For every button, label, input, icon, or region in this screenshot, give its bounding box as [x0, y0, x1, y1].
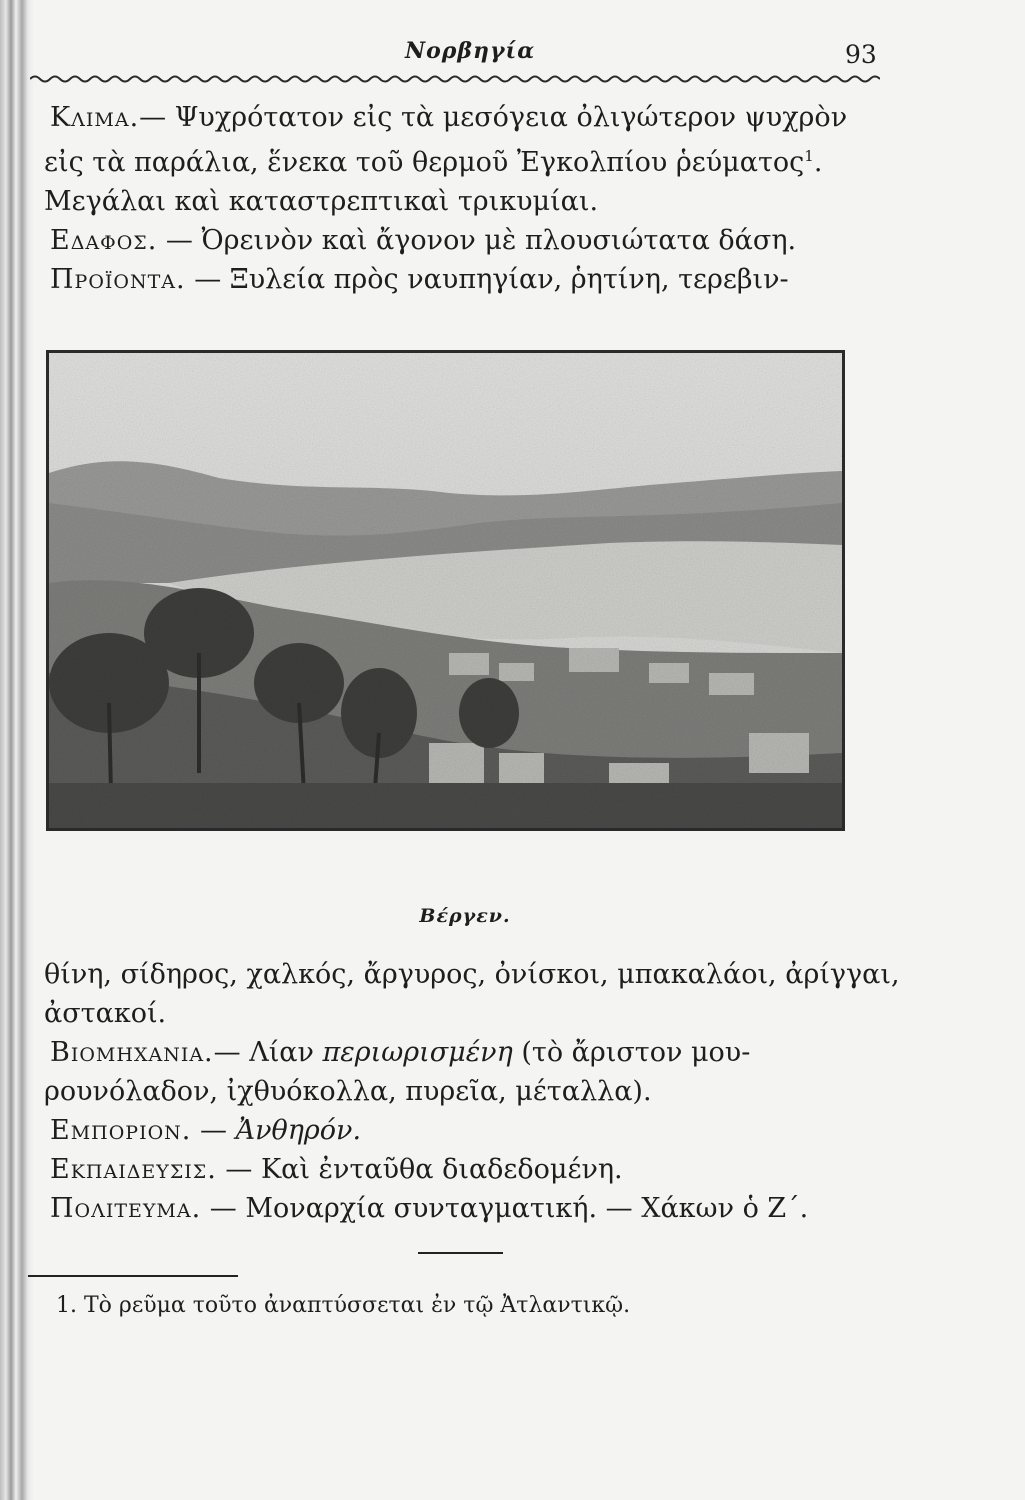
klima-text-final: Μεγάλαι καὶ καταστρεπτικαὶ τρικυμίαι. [44, 186, 599, 217]
footnote: 1. Τὸ ρεῦμα τοῦτο ἀναπτύσσεται ἐν τῷ Ἀτλαντικῷ. [56, 1293, 631, 1318]
section-label-ekpaidefsis: Εκπαιδευσις. [50, 1154, 217, 1185]
ekpaidefsis-text: — Καὶ ἐνταῦθα διαδεδομένη. [225, 1154, 623, 1185]
running-title: Νορβηγία [405, 38, 536, 64]
viomichania-text-cont: ρουνόλαδον, ἰχθυόκολλα, πυρεῖα, μέταλλα). [44, 1076, 652, 1107]
section-end-rule [418, 1252, 503, 1254]
products-text-end: ἀστακοί. [44, 998, 167, 1029]
text-line [50, 1033, 890, 1072]
bottom-text-block [44, 955, 900, 1228]
text-line [50, 98, 890, 137]
viomichania-text-b: (τὸ ἄριστον μου- [512, 1037, 751, 1068]
section-label-politevma: Πολιτευμα. [50, 1193, 202, 1224]
emporion-text: — [199, 1115, 236, 1146]
edafos-text: — Ὀρεινὸν καὶ ἄγονον μὲ πλουσιώτατα δάση. [165, 225, 797, 256]
text-line [50, 221, 890, 260]
text-line [44, 1072, 890, 1111]
text-line [44, 182, 890, 221]
proionta-text: — Ξυλεία πρὸς ναυπηγίαν, ῥητίνη, τερεβιν- [194, 264, 789, 295]
page-header [0, 36, 1025, 76]
politevma-text: — Μοναρχία συνταγματική. — Χάκων ὁ Ζ΄. [209, 1193, 809, 1224]
text-line [44, 994, 890, 1033]
klima-text-cont: εἰς τὰ παράλια, ἕνεκα τοῦ θερμοῦ Ἐγκολπίου ῥεύματος [44, 147, 805, 178]
figure-caption: Βέργεν. [419, 905, 511, 927]
text-line [50, 1189, 890, 1228]
text-line [50, 1111, 890, 1150]
text-line [44, 137, 890, 182]
section-label-klima: Κλιμα. [50, 102, 140, 133]
photograph-bergen [46, 350, 845, 831]
footnote-reference: 1 [804, 147, 814, 165]
section-label-emporion: Εμποριον. [50, 1115, 192, 1146]
text-line [50, 1150, 890, 1189]
page-number: 93 [845, 40, 877, 69]
top-text-block [44, 98, 890, 299]
klima-text-end: . [813, 147, 823, 178]
text-line [50, 260, 890, 299]
decorative-wavy-rule [30, 72, 880, 86]
landscape-illustration [49, 353, 842, 828]
viomichania-emphasis: περιωρισμένη [322, 1037, 513, 1068]
text-line [44, 955, 900, 994]
klima-text: — Ψυχρότατον εἰς τὰ μεσόγεια ὀλιγώτερον ψυχρὸν [139, 102, 848, 133]
footnote-separator [28, 1275, 238, 1277]
emporion-emphasis: Ἀνθηρόν. [235, 1115, 362, 1146]
viomichania-text: — Λίαν [213, 1037, 323, 1068]
section-label-proionta: Προϊοντα. [50, 264, 186, 295]
section-label-edafos: Εδαφος. [50, 225, 158, 256]
section-label-viomichania: Βιομηχανια. [50, 1037, 214, 1068]
products-text-cont: θίνη, σίδηρος, χαλκός, ἄργυρος, ὀνίσκοι, μπακαλάοι, ἀρίγγαι, [44, 959, 900, 990]
